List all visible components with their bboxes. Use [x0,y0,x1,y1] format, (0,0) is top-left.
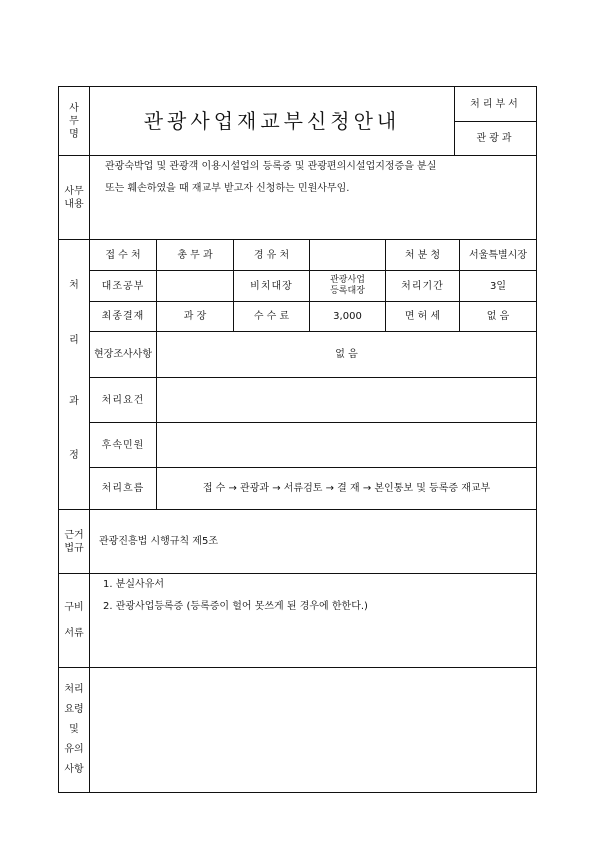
period-label: 처리기간 [401,280,444,292]
receipt-value: 총 무 과 [177,249,213,261]
description-line: 또는 훼손하였을 때 재교부 받고자 신청하는 민원사무임. [105,183,350,194]
label-line: 및 [69,724,79,735]
disposition-value: 서울특별시장 [469,249,527,261]
label-line: 사 [69,102,79,114]
process-label-char: 리 [69,334,79,346]
via-label: 경 유 처 [253,249,290,261]
receipt-label: 접 수 처 [105,249,141,261]
docs-label [59,574,89,667]
flow-label: 처리흐름 [101,483,145,494]
follow-up-value [157,423,536,467]
description-line: 관광숙박업 및 관광객 이용시설업의 등록증 및 관광편의시설업지정증을 분실 [105,161,437,172]
keep-label: 비치대장 [250,280,293,292]
work-description [105,156,530,239]
via-value [310,240,385,270]
period-value: 3일 [489,280,507,292]
requirements-label: 처리요건 [101,394,145,406]
label-line: 처리 [64,684,84,695]
label-line: 서류 [64,627,84,639]
license-tax-label: 면 허 세 [404,311,441,322]
docs-list [103,574,531,667]
disposition-label: 처 분 청 [404,249,441,261]
notes-value [90,668,536,792]
flow-value: 접 수 → 관광과 → 서류검토 → 결 재 → 본인통보 및 등록증 재교부 [202,483,491,494]
page-title: 관광사업재교부신청안내 [143,108,401,133]
list-item: 2. 관광사업등록증 (등록증이 헐어 못쓰게 된 경우에 한한다.) [103,601,368,612]
application-form [58,86,537,793]
fee-value: 3,000 [333,311,362,322]
notes-label [59,668,89,792]
follow-up-label: 후속민원 [101,439,145,451]
office-name-label [59,87,89,155]
label-line: 법규 [64,542,84,554]
label-line: 유의 [64,744,84,755]
approval-label: 최종결재 [101,311,145,322]
label-line: 사무 [64,185,84,197]
fee-label: 수 수 료 [253,311,290,322]
keep-value [310,271,385,301]
law-label [59,510,89,573]
work-label [59,156,89,239]
ledger-value [157,271,233,301]
keep-value-line: 관광사업 [330,275,365,285]
law-value: 관광진흥법 시행규칙 제5조 [99,536,218,547]
label-line: 사항 [64,764,84,775]
label-line: 명 [69,128,79,140]
requirements-value [157,378,536,422]
list-item: 1. 분실사유서 [103,579,165,590]
process-label-char: 정 [69,449,79,461]
ledger-label: 대조공부 [101,280,145,292]
dept-label: 처리부서 [470,98,521,110]
label-line: 내용 [64,198,84,210]
label-line: 요령 [64,704,84,715]
label-line: 근거 [64,529,84,541]
label-line: 무 [69,115,79,127]
label-line: 구비 [64,601,84,613]
dept-value: 관광과 [476,133,515,144]
approval-value: 과 장 [183,311,207,322]
process-label-char: 과 [69,395,79,407]
keep-value-line: 등록대장 [330,286,365,296]
site-survey-value: 없 음 [335,349,358,360]
process-label-char: 처 [69,279,79,291]
site-survey-label: 현장조사사항 [94,349,152,360]
license-tax-value: 없 음 [486,311,510,322]
